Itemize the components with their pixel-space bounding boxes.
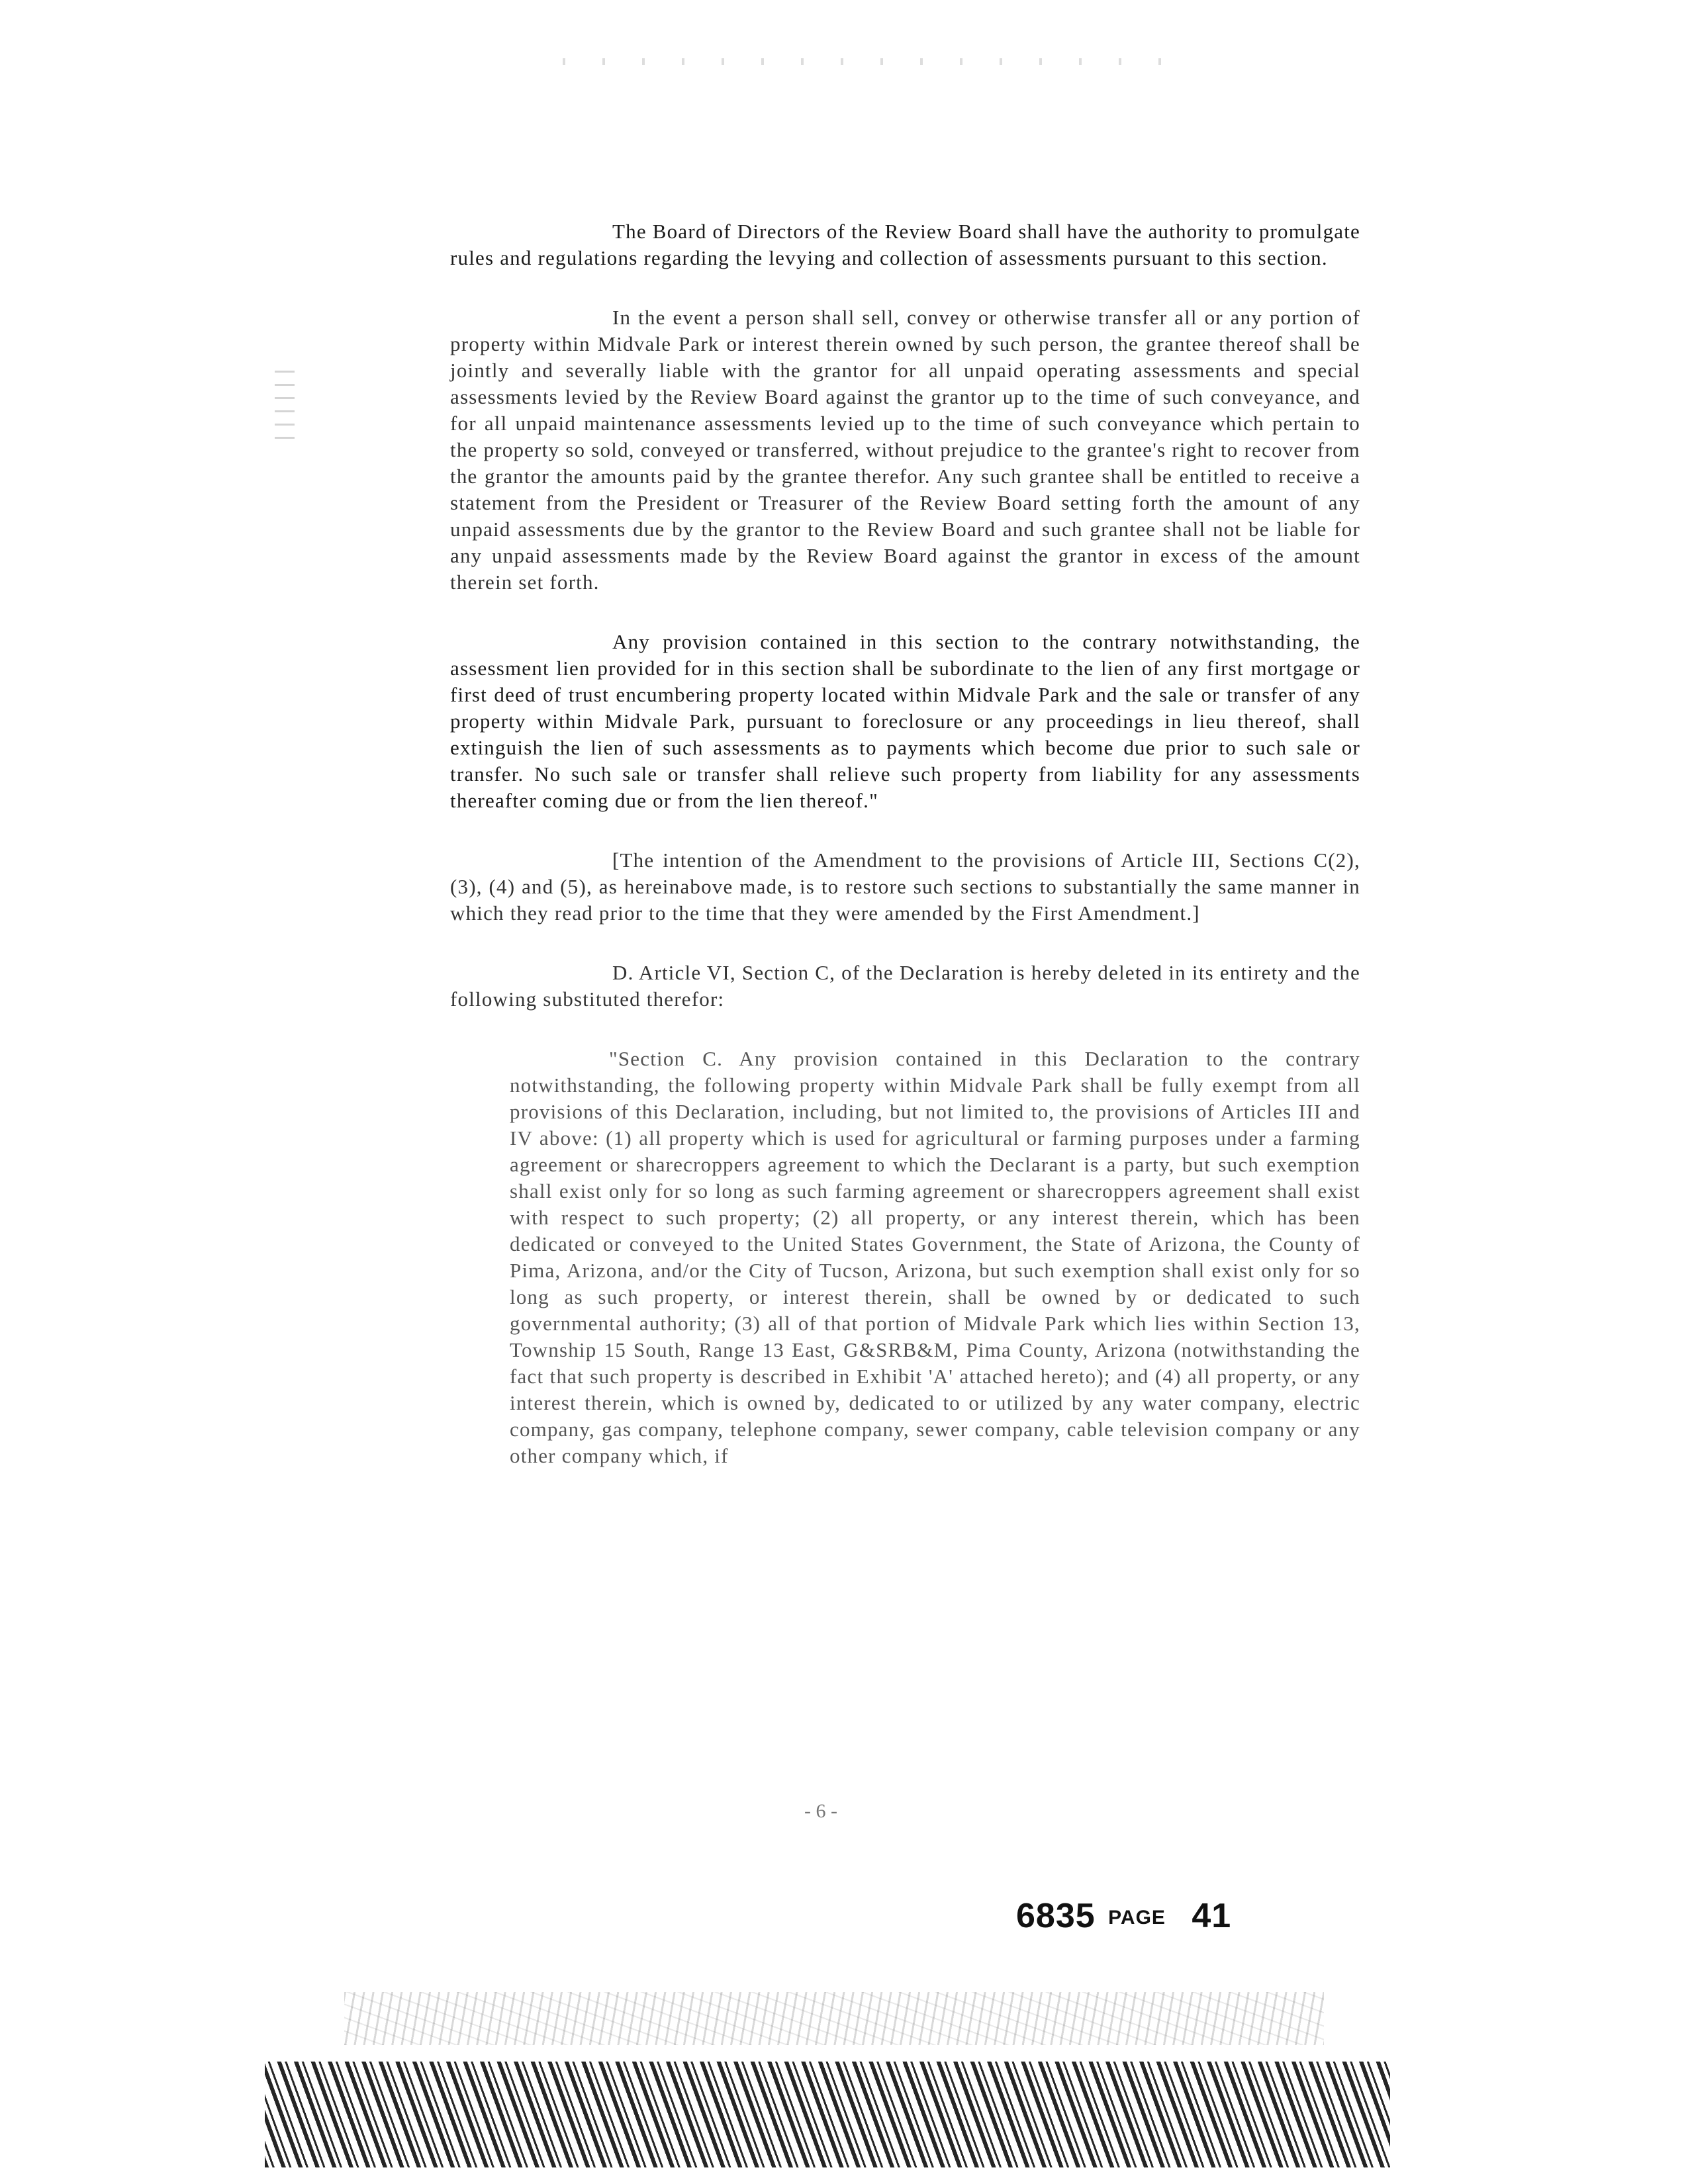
paragraph-article-vi-deletion: D. Article VI, Section C, of the Declaration is hereby deleted in its entirety and the following substituted therefor: [450, 961, 1360, 1011]
paragraph-section-c-exemption: "Section C. Any provision contained in this Declaration to the contrary notwithstanding, the following property within Midvale Park shall be fully exempt from all provisions of this Declaration, including, but not limited to, the provisions of Articles III and IV above: (1) all property which is used for agricultural or farming purposes under a farming agreement or sharecroppers agreement to which the Declarant is a party, but such exemption shall exist only for so long as such farming agreement or sharecroppers agreement shall exist with respect to such property; (2) all property, or any interest therein, which has been dedicated or conveyed to the United States Government, the State of Arizona, the County of Pima, Arizona, and/or the City of Tucson, Arizona, but such exemption shall exist only for so long as such property, or interest therein, shall be owned by or dedicated to such governmental authority; (3) all of that portion of Midvale Park which lies within Section 13, Township 15 South, Range 13 East, G&SRB&M, Pima County, Arizona (notwithstanding the fact that such property is described in Exhibit 'A' attached hereto); and (4) all property, or any interest therein, which is owned by, dedicated to or utilized by any water company, electric company, gas company, telephone company, sewer company, cable television company or any other company which, if [510, 1047, 1360, 1467]
paragraph-rules-authority: The Board of Directors of the Review Board shall have the authority to promulgate rules and regulations regarding the levying and collection of assessments pursuant to this section. [450, 220, 1360, 269]
paragraph-lien-subordination: Any provision contained in this section to the contrary notwithstanding, the assessment lien provided for in this section shall be subordinate to the lien of any first mortgage or first deed of trust encumbering property located within Midvale Park and the sale or transfer of any property within Midvale Park, pursuant to foreclosure or any proceedings in lieu thereof, shall extinguish the lien of such assessments as to payments which become due prior to such sale or transfer. No such sale or transfer shall relieve such property from liability for any assessments thereafter coming due or from the lien thereof." [450, 630, 1360, 812]
margin-scan-marks [275, 371, 295, 450]
docket-page-number: 41 [1192, 1897, 1232, 1935]
paragraph-transfer-liability: In the event a person shall sell, convey or otherwise transfer all or any portion of property within Midvale Park or interest therein owned by such person, the grantee thereof shall be jointly and severally liable with the grantor for all unpaid operating assessments and special assessments levied by the Review Board against the grantor up to the time of such conveyance, and for all unpaid maintenance assessments levied up to the time of such conveyance which pertain to the property so sold, conveyed or transferred, without prejudice to the grantee's right to recover from the grantor the amounts paid by the grantee therefor. Any such grantee shall be entitled to receive a statement from the President or Treasurer of the Review Board setting forth the amount of any unpaid assessments due by the grantor to the Review Board and such grantee shall not be liable for any unpaid assessments made by the Review Board against the grantor in excess of the amount therein set forth. [450, 306, 1360, 594]
document-body [450, 218, 1360, 1502]
docket-page-label: PAGE [1108, 1907, 1166, 1929]
scan-edge-artifact [265, 2062, 1390, 2167]
docket-stamp [1016, 1896, 1231, 1936]
scan-footer-noise [344, 1992, 1324, 2045]
docket-number: 6835 [1016, 1897, 1096, 1935]
paragraph-amendment-intention: [The intention of the Amendment to the provisions of Article III, Sections C(2), (3), (4) and (5), as hereinabove made, is to restore such sections to substantially the same manner in which they read prior to the time that they were amended by the First Amendment.] [450, 848, 1360, 925]
page-number: - 6 - [804, 1800, 837, 1822]
scan-header-noise [563, 58, 1198, 65]
